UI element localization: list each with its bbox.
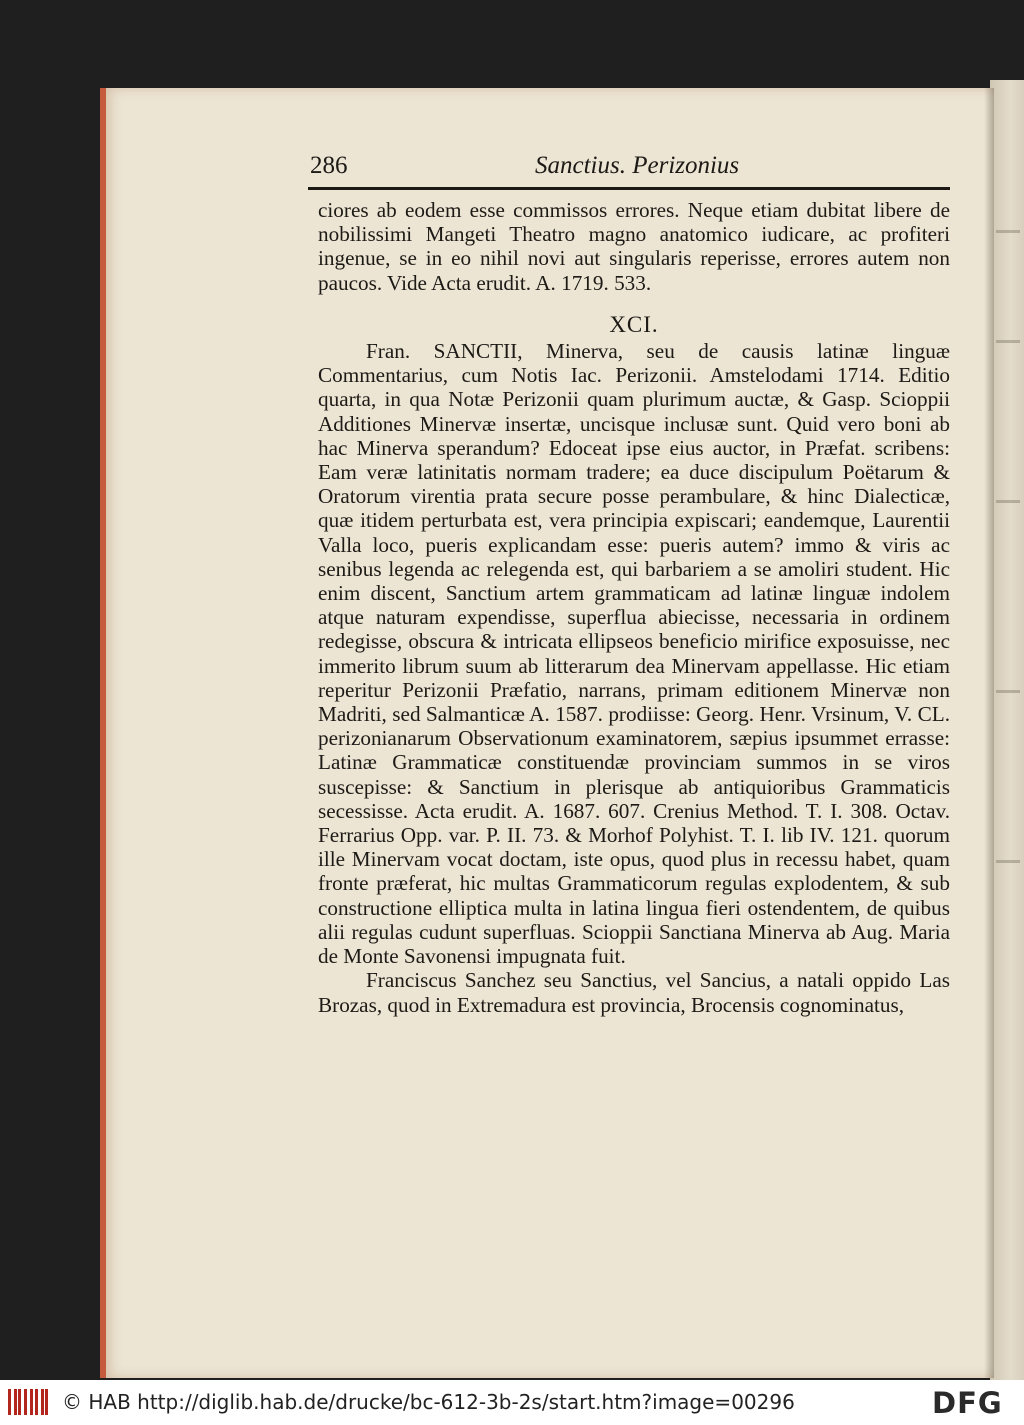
paragraph-continuation: ciores ab eodem esse commissos errores. Neque etiam dubitat libere de nobilissimi Mangeti Theatro magno anatomico iudicare, ac profiteri ingenue, se in eo nihil novi aut singularis reperisse, errores autem non paucos. Vide Acta erudit. A. 1719. 533.: [318, 198, 950, 295]
page-number: 286: [310, 152, 348, 179]
running-title: Sanctius. Perizonius: [535, 152, 740, 179]
paragraph-franciscus: Franciscus Sanchez seu Sanctius, vel Sancius, a natali oppido Las Brozas, quod in Extremadura est provincia, Brocensis cognominatus,: [318, 968, 950, 1017]
gutter-shadow: [984, 88, 994, 1378]
barcode-icon: [8, 1389, 48, 1415]
paragraph-sanctii-entry: Fran. SANCTII, Minerva, seu de causis latinæ linguæ Commentarius, cum Notis Iac. Perizonii. Amstelodami 1714. Editio quarta, in qua Notæ Perizonii quam plurimum auctæ, & Gasp. Scioppii Additiones Minervæ insertæ, uncisque inclusæ sunt. Quid vero boni ab hac Minerva sperandum? Edoceat ipse eius auctor, in Præfat. scribens: Eam veræ latinitatis normam tradere; ea duce discipulum Poëtarum & Oratorum virentia prata secure posse perambulare, & hinc Dialecticæ, quæ itidem perturbata est, vera principia expiscari; eandemque, Laurentii Valla loco, pueris explicandam esse: pueris autem? immo & viris ac senibus legenda ac relegenda est, qui barbariem a se amoliri student. Hic enim discent, Sanctium artem grammaticam ad latinæ linguæ indolem atque naturam expendisse, superflua abiecisse, necessaria in ordinem redegisse, obscura & intricata ellipseos beneficio mirifice exposuisse, nec immerito librum suum ab litterarum dea Minervam appellasse. Hic etiam reperitur Perizonii Præfatio, narrans, primam editionem Minervæ non Madriti, sed Salmanticæ A. 1587. prodiisse: Georg. Henr. Vrsinum, V. CL. perizonianarum Observationum examinatorem, sæpius ipsummet errasse: Latinæ Grammaticæ constituendæ provinciam summos in se viros suscepisse: & Sanctium in plerisque ab antiquioribus Grammaticis secessisse. Acta erudit. A. 1687. 607. Crenius Method. T. I. 308. Octav. Ferrarius Opp. var. P. II. 73. & Morhof Polyhist. T. I. lib IV. 121. quorum ille Minervam vocat doctam, iste opus, quod plus in recessu habet, quam fronte præferat, hic multas Grammaticorum regulas explodentem, & sub constructione elliptica multa in latina lingua fieri ostendentem, de quibus alii regulas cudunt superfluas. Scioppii Sanctiana Minerva ab Aug. Maria de Monte Savonensi impugnata fuit.: [318, 339, 950, 969]
body-text: [318, 198, 950, 1017]
section-heading: XCI.: [609, 311, 659, 337]
adjacent-page-edge: [990, 80, 1024, 1380]
running-head: [310, 148, 950, 184]
header-rule: [308, 187, 950, 190]
book-page: [100, 88, 994, 1378]
footer-bar: [0, 1380, 1024, 1425]
copyright-link[interactable]: © HAB http://diglib.hab.de/drucke/bc-612-3b-2s/start.htm?image=00296: [62, 1390, 795, 1414]
dfg-logo: DFG: [932, 1386, 1003, 1420]
